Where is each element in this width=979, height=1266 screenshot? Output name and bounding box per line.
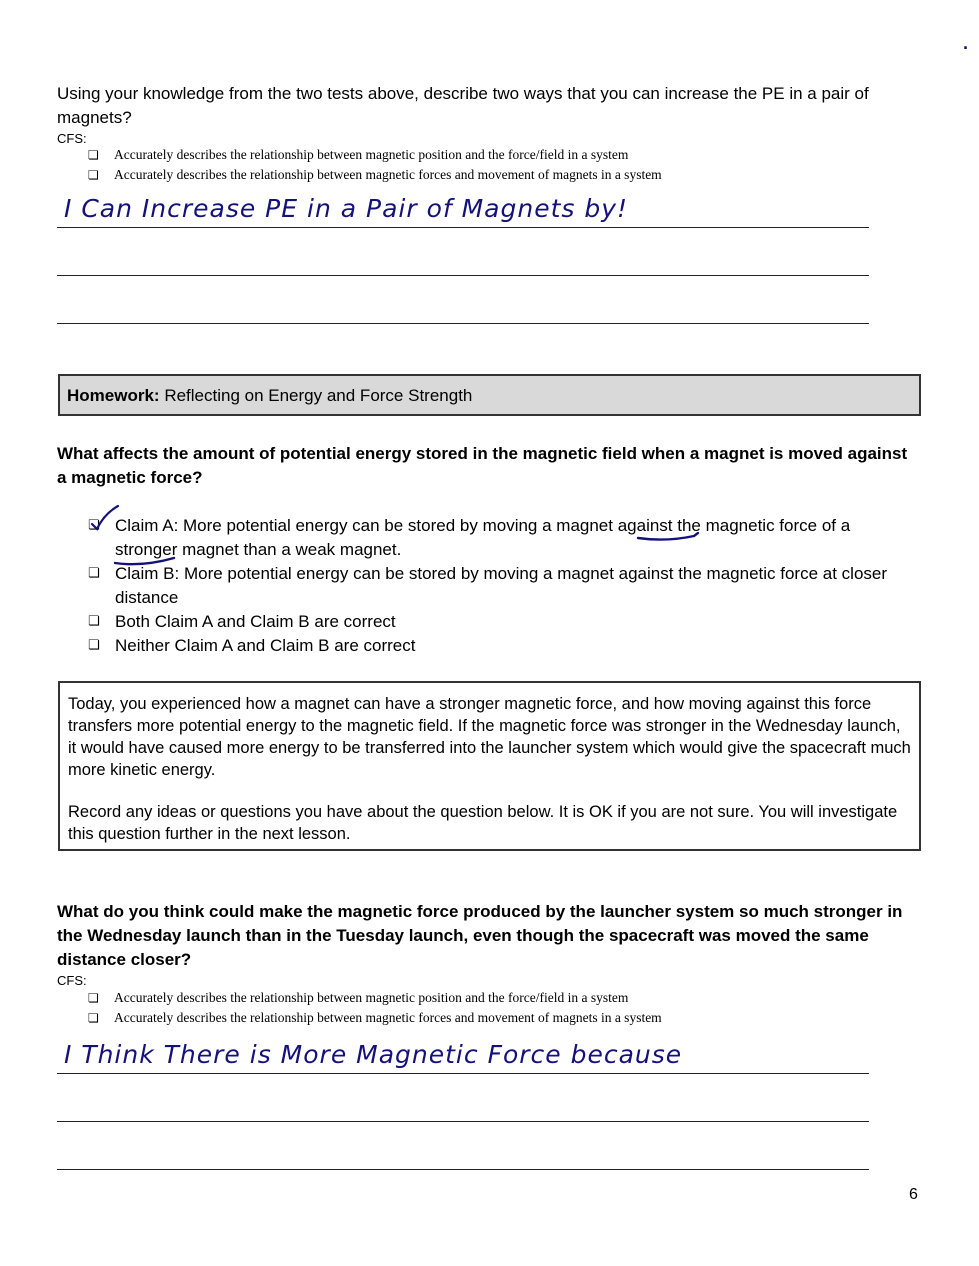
checkbox-icon[interactable]: ❏ (88, 614, 100, 629)
question-1: Using your knowledge from the two tests above, describe two ways that you can increase the PE in a pair of magnets? (57, 84, 869, 127)
choice-claim-a[interactable]: Claim A: More potential energy can be stored by moving a magnet against the magnetic force of a stronger magnet than a weak magnet. (115, 516, 851, 559)
cfs-label-3: CFS: (57, 973, 87, 988)
answer-line[interactable] (57, 1169, 869, 1170)
checkbox-icon[interactable]: ❏ (88, 1011, 99, 1025)
checkbox-icon[interactable]: ❏ (88, 566, 100, 581)
criterion-1a: ❏ Accurately describes the relationship between magnetic position and the force/field in a system (88, 147, 629, 162)
ink-dot: · (963, 38, 969, 58)
info-paragraph-2: Record any ideas or questions you have about the question below. It is OK if you are not sure. You will investigate this question further in the next lesson. (68, 803, 898, 843)
criterion-1b: ❏ Accurately describes the relationship between magnetic forces and movement of magnets in a system (88, 167, 662, 182)
checkbox-icon[interactable]: ❏ (88, 148, 99, 162)
checkbox-icon[interactable]: ❏ (88, 991, 99, 1005)
answer-line[interactable] (57, 323, 869, 324)
handwritten-answer-3: I Think There is More Magnetic Force because (64, 1040, 683, 1069)
homework-title: Reflecting on Energy and Force Strength (164, 386, 473, 405)
answer-line[interactable] (57, 275, 869, 276)
info-box (58, 681, 921, 851)
underline-against (636, 530, 706, 544)
choice-claim-b[interactable]: Claim B: More potential energy can be stored by moving a magnet against the magnetic force at closer distance (115, 564, 888, 607)
homework-header (58, 374, 921, 416)
checkbox-icon[interactable]: ❏ (88, 168, 99, 182)
question-3: What do you think could make the magnetic force produced by the launcher system so much stronger in the Wednesday launch than in the Tuesday launch, even though the spacecraft was moved the same distance closer? (57, 902, 903, 969)
homework-label: Homework: (67, 386, 160, 405)
criterion-3a: ❏ Accurately describes the relationship between magnetic position and the force/field in a system (88, 990, 629, 1005)
answer-line[interactable] (57, 1121, 869, 1122)
handwritten-answer-1: I Can Increase PE in a Pair of Magnets by! (64, 194, 629, 223)
choice-both[interactable]: Both Claim A and Claim B are correct (115, 612, 396, 631)
checkbox-icon[interactable]: ❏ (88, 638, 100, 653)
choice-neither[interactable]: Neither Claim A and Claim B are correct (115, 636, 416, 655)
cfs-label-1: CFS: (57, 131, 87, 146)
question-2: What affects the amount of potential energy stored in the magnetic field when a magnet is moved against a magnetic force? (57, 444, 908, 487)
info-paragraph-1: Today, you experienced how a magnet can have a stronger magnetic force, and how moving against this force transfers more potential energy to the magnetic field. If the magnetic force was stronger in the Wednesday launch, it would have caused more energy to be transferred into the launcher system which would give the spacecraft much more kinetic energy. (68, 695, 911, 779)
answer-line[interactable] (57, 227, 869, 228)
answer-line[interactable] (57, 1073, 869, 1074)
checkbox-icon[interactable]: ❏ (88, 518, 100, 533)
page-number: 6 (909, 1186, 918, 1203)
criterion-3b: ❏ Accurately describes the relationship between magnetic forces and movement of magnets in a system (88, 1010, 662, 1025)
